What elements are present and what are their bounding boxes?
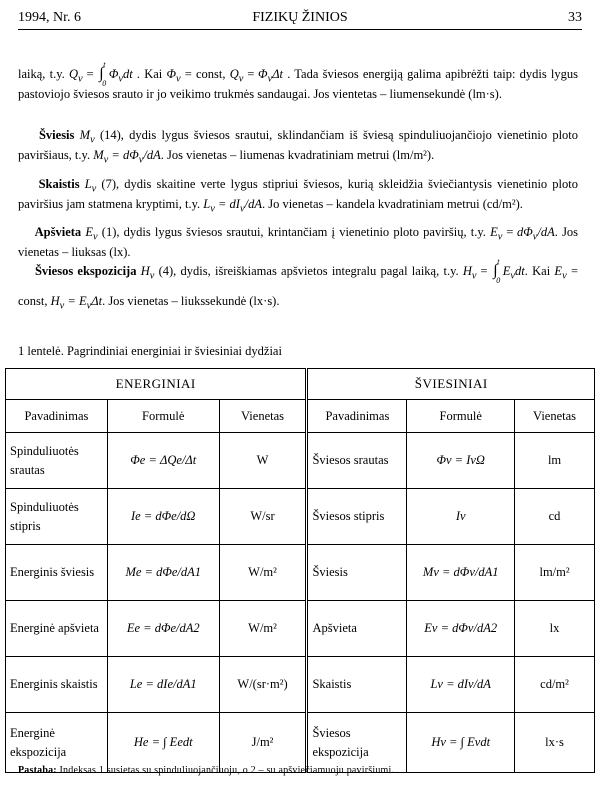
- cell-s-unit: lx·s: [515, 713, 595, 773]
- cell-e-formula: Le = dIe/dA1: [107, 657, 219, 713]
- cell-s-name: Šviesos ekspozicija: [307, 713, 407, 773]
- cell-e-name: Energinis šviesis: [6, 545, 108, 601]
- term-apsvieta: Apšvieta: [34, 225, 82, 239]
- p1-formula-q2: $Q_v = \Phi_v\Delta t$: [229, 67, 284, 85]
- group-header-energiniai: ENERGINIAI: [6, 369, 307, 400]
- note-label: Pastaba:: [18, 765, 57, 776]
- p1-formula-q: $Q_v$ = ∫ t 0 $\Phi_vdt$: [68, 60, 133, 88]
- page-header: [18, 10, 582, 30]
- cell-s-formula: Φv = IvΩ: [407, 433, 515, 489]
- table-row: [6, 657, 595, 713]
- p4-text: (1), dydis lygus šviesos srautui, krintančiam į vienetinio ploto paviršių, t.y.: [101, 225, 486, 239]
- cell-e-formula: Me = dΦe/dA1: [107, 545, 219, 601]
- cell-s-formula: Hv = ∫ Evdt: [407, 713, 515, 773]
- term-sviesis: Šviesis: [38, 128, 75, 142]
- cell-e-formula: Φe = ΔQe/Δt: [107, 433, 219, 489]
- p4-tail: . Jos vienetas – liuksas (lx).: [18, 225, 579, 259]
- cell-e-unit: J/m²: [219, 713, 307, 773]
- cell-e-name: Spinduliuotės stipris: [6, 489, 108, 545]
- page-number: 33: [568, 10, 582, 25]
- p1-text-c: = const,: [184, 67, 226, 81]
- col-header-name-s: Pavadinimas: [307, 400, 407, 433]
- cell-s-name: Skaistis: [307, 657, 407, 713]
- paragraph-sviesis: Šviesis $M_v$ (14), dydis lygus šviesos srautui, sklindančiam iš šviesą spinduliuojančiojo vienetinio ploto paviršiaus, t.y. $M_v = d\Phi_v/dA$. Jos vienetas – liumenas kvadratiniam metrui (lm/m²).: [18, 128, 579, 165]
- journal-title: FIZIKŲ ŽINIOS: [252, 10, 348, 25]
- p2-text: (14), dydis lygus šviesos srautui, sklindančiam iš šviesą spinduliuojančiojo vienetinio ploto paviršiaus, t.y.: [18, 128, 579, 162]
- cell-e-unit: W/m²: [219, 601, 307, 657]
- cell-s-formula: Mv = dΦv/dA1: [407, 545, 515, 601]
- cell-e-name: Spinduliuotės srautas: [6, 433, 108, 489]
- term-ekspozicija: Šviesos ekspozicija: [34, 264, 137, 278]
- cell-e-formula: Ee = dΦe/dA2: [107, 601, 219, 657]
- table-row: [6, 489, 595, 545]
- p5-mid: . Kai: [524, 264, 551, 278]
- p1-text-a: laiką, t.y.: [18, 67, 65, 81]
- table-row: [6, 713, 595, 773]
- cell-s-formula: Lv = dIv/dA: [407, 657, 515, 713]
- col-header-unit-e: Vienetas: [219, 400, 307, 433]
- paragraph-ekspozicija: Šviesos ekspozicija $H_v$ (4), dydis, išreiškiamas apšvietos integralu pagal laiką, t.y. $H_v$ = ∫ t 0 $E_vdt$. Kai $E_v$ = const, $H_v = E_v\Delta t$. Jos vienetas – liukssekundė (lx·s).: [18, 257, 578, 311]
- table-row: [6, 433, 595, 489]
- cell-s-unit: lm/m²: [515, 545, 595, 601]
- cell-e-name: Energinė ekspozicija: [6, 713, 108, 773]
- cell-s-formula: Ev = dΦv/dA2: [407, 601, 515, 657]
- table-caption: 1 lentelė. Pagrindiniai energiniai ir šviesiniai dydžiai: [18, 344, 282, 358]
- cell-s-name: Šviesos stipris: [307, 489, 407, 545]
- cell-s-name: Šviesos srautas: [307, 433, 407, 489]
- cell-s-name: Apšvieta: [307, 601, 407, 657]
- cell-e-unit: W/(sr·m²): [219, 657, 307, 713]
- cell-e-unit: W: [219, 433, 307, 489]
- cell-e-name: Energinis skaistis: [6, 657, 108, 713]
- cell-e-name: Energinė apšvieta: [6, 601, 108, 657]
- p1-text-b: . Kai: [136, 67, 163, 81]
- p5-mid2: = const,: [18, 264, 578, 308]
- cell-e-formula: Ie = dΦe/dΩ: [107, 489, 219, 545]
- header-rule: [18, 29, 582, 30]
- cell-s-unit: cd: [515, 489, 595, 545]
- cell-s-unit: cd/m²: [515, 657, 595, 713]
- cell-s-unit: lm: [515, 433, 595, 489]
- paragraph-apsvieta: Apšvieta $E_v$ (1), dydis lygus šviesos srautui, krintančiam į vienetinio ploto paviršių, t.y. $E_v = d\Phi_v/dA$. Jos vienetas – liuksas (lx).: [18, 225, 579, 259]
- paragraph-energy: [18, 60, 578, 102]
- col-header-unit-s: Vienetas: [515, 400, 595, 433]
- cell-s-formula: Iv: [407, 489, 515, 545]
- cell-e-unit: W/sr: [219, 489, 307, 545]
- quantities-table: [5, 368, 595, 773]
- table-row: [6, 601, 595, 657]
- p5-tail: . Jos vienetas – liukssekundė (lx·s).: [102, 293, 280, 308]
- table-row: [6, 545, 595, 601]
- note-text: Indeksas 1 susietas su spinduliuojančiuoju, o 2 – su apšviečiamuoju paviršiumi.: [59, 765, 395, 776]
- p1-formula-phi: $\Phi_v$: [166, 67, 181, 85]
- cell-s-unit: lx: [515, 601, 595, 657]
- cell-s-name: Šviesis: [307, 545, 407, 601]
- p3-text: (7), dydis skaitine verte lygus stipriui šviesos, kurią skleidžia šviečiantysis vienetinio ploto paviršius jam statmena kryptimi, t.y.: [18, 177, 579, 211]
- paragraph-skaistis: Skaistis $L_v$ (7), dydis skaitine verte lygus stipriui šviesos, kurią skleidžia šviečiantysis vienetinio ploto paviršius jam statmena kryptimi, t.y. $L_v = dI_v/dA$. Jo vienetas – kandela kvadratiniam metrui (cd/m²).: [18, 177, 579, 214]
- cell-e-formula: He = ∫ Eedt: [107, 713, 219, 773]
- p2-tail: . Jos vienetas – liumenas kvadratiniam metrui (lm/m²).: [160, 147, 435, 162]
- p5-text: (4), dydis, išreiškiamas apšvietos integralu pagal laiką, t.y.: [158, 264, 459, 278]
- p1-text-d: . Tada šviesos energiją galima apibrėžti taip: dydis lygus pastoviojo šviesos srauto ir jo veikimo trukmės sandaugai. Jos vientetas – liumensekundė (lm·s).: [18, 67, 578, 101]
- col-header-formula-e: Formulė: [107, 400, 219, 433]
- col-header-name-e: Pavadinimas: [6, 400, 108, 433]
- term-skaistis: Skaistis: [38, 177, 80, 191]
- col-header-formula-s: Formulė: [407, 400, 515, 433]
- p3-tail: . Jo vienetas – kandela kvadratiniam metrui (cd/m²).: [261, 196, 523, 211]
- table-note: [18, 765, 394, 776]
- issue-label: 1994, Nr. 6: [18, 10, 81, 25]
- group-header-sviesiniai: ŠVIESINIAI: [307, 369, 595, 400]
- cell-e-unit: W/m²: [219, 545, 307, 601]
